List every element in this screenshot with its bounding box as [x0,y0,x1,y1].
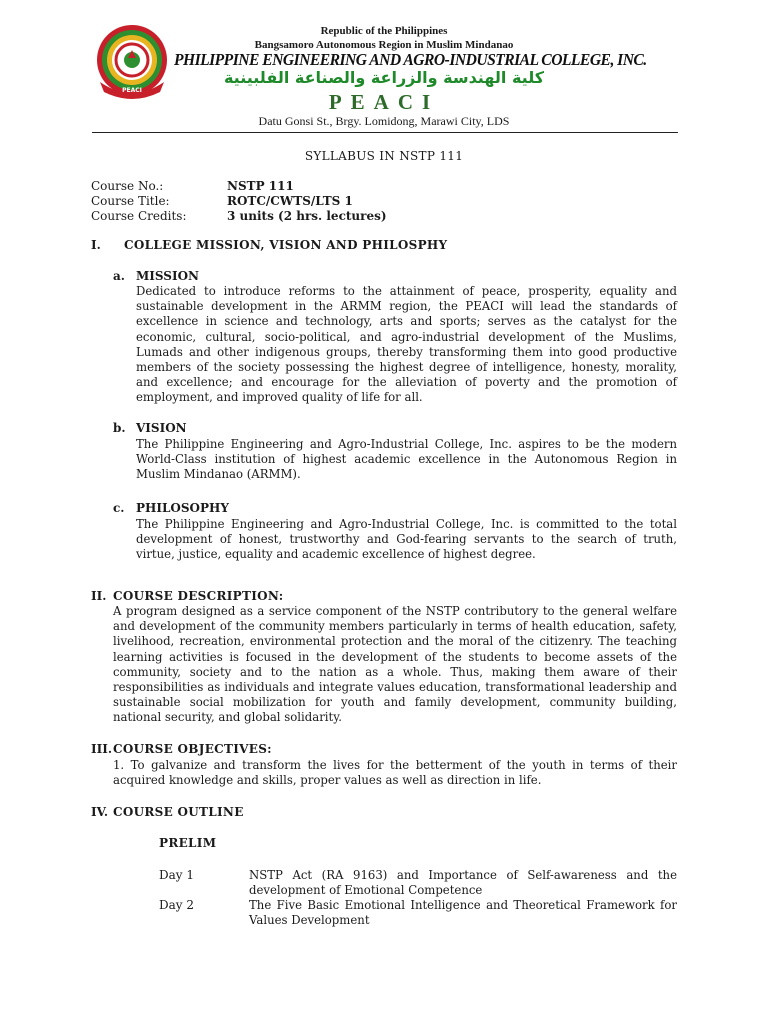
section-4-title: COURSE OUTLINE [113,805,244,819]
mission-text: Dedicated to introduce reforms to the attainment of peace, prosperity, equality and sustainable development in the ARMM region, the PEACI will lead the standards of excellence in science and technology, arts and sports; serves as the catalyst for the economic, cultural, socio-political, and agro-industrial development of the Muslims, Lumads and other indigenous groups, thereby transforming them into good productive members of the society possessing the highest degree of intelligence, honesty, morality, and excellence; and encourage for the alleviation of poverty and the promotion of employment, and improved quality of life for all. [136,284,677,405]
section-2-title: COURSE DESCRIPTION: [113,589,284,603]
college-name-arabic: كلية الهندسة والزراعة والصناعة الفلبينية [223,68,545,87]
course-title-value: ROTC/CWTS/LTS 1 [227,194,353,208]
mission-letter: a. [113,269,125,283]
philosophy-text: The Philippine Engineering and Agro-Industrial College, Inc. is committed to the total development of honest, trustworthy and God-fearing servants to the search of truth, virtue, justice, equality and academic excellence of highest degree. [136,517,677,562]
day-2-topic: The Five Basic Emotional Intelligence and Theoretical Framework for Values Development [249,898,677,927]
republic-line: Republic of the Philippines [320,25,448,37]
college-address: Datu Gonsi St., Brgy. Lomidong, Marawi City, LDS [258,114,510,128]
section-4-number: IV. [91,805,109,819]
day-1-label: Day 1 [159,868,195,882]
philosophy-letter: c. [113,501,125,515]
region-line: Bangsamoro Autonomous Region in Muslim Mindanao [254,39,514,51]
course-title-label: Course Title: [91,194,170,208]
logo-ribbon-text: PEACI [122,87,142,94]
mission-heading: MISSION [136,269,199,283]
course-no-label: Course No.: [91,179,164,193]
prelim-heading: PRELIM [159,836,217,850]
vision-letter: b. [113,421,126,435]
college-acronym: PEACI [328,90,440,114]
philosophy-heading: PHILOSOPHY [136,501,229,515]
course-objectives-text: 1. To galvanize and transform the lives for the betterment of the youth in terms of their acquired knowledge and skills, proper values as well as direction in life. [113,758,677,788]
course-no-value: NSTP 111 [227,179,294,193]
course-description-text: A program designed as a service component of the NSTP contributory to the general welfare and development of the community members particularly in terms of health education, safety, livelihood, recreation, environmental protection and the moral of the citizenry. The teaching learning activities is focused in the development of the students to become assets of the community, society and to the nation as a whole. Thus, making them aware of their responsibilities as individuals and integrate values education, transformational leadership and sustainable social mobilization for youth and family development, community building, national security, and global solidarity. [113,604,677,725]
section-1-number: I. [91,238,101,252]
section-3-number: III. [91,742,113,756]
document-title: SYLLABUS IN NSTP 111 [304,149,464,163]
day-1-topic: NSTP Act (RA 9163) and Importance of Self-awareness and the development of Emotional Competence [249,868,677,897]
college-name: PHILIPPINE ENGINEERING AND AGRO-INDUSTRIAL COLLEGE, INC. [174,50,647,69]
vision-text: The Philippine Engineering and Agro-Industrial College, Inc. aspires to be the modern World-Class institution of highest academic excellence in the Autonomous Region in Muslim Mindanao (ARMM). [136,437,677,482]
header-divider [92,132,678,133]
course-credits-label: Course Credits: [91,209,187,223]
vision-heading: VISION [136,421,187,435]
section-3-title: COURSE OBJECTIVES: [113,742,272,756]
section-1-title: COLLEGE MISSION, VISION AND PHILOSPHY [124,238,448,252]
section-2-number: II. [91,589,107,603]
course-credits-value: 3 units (2 hrs. lectures) [227,209,387,223]
day-2-label: Day 2 [159,898,195,912]
